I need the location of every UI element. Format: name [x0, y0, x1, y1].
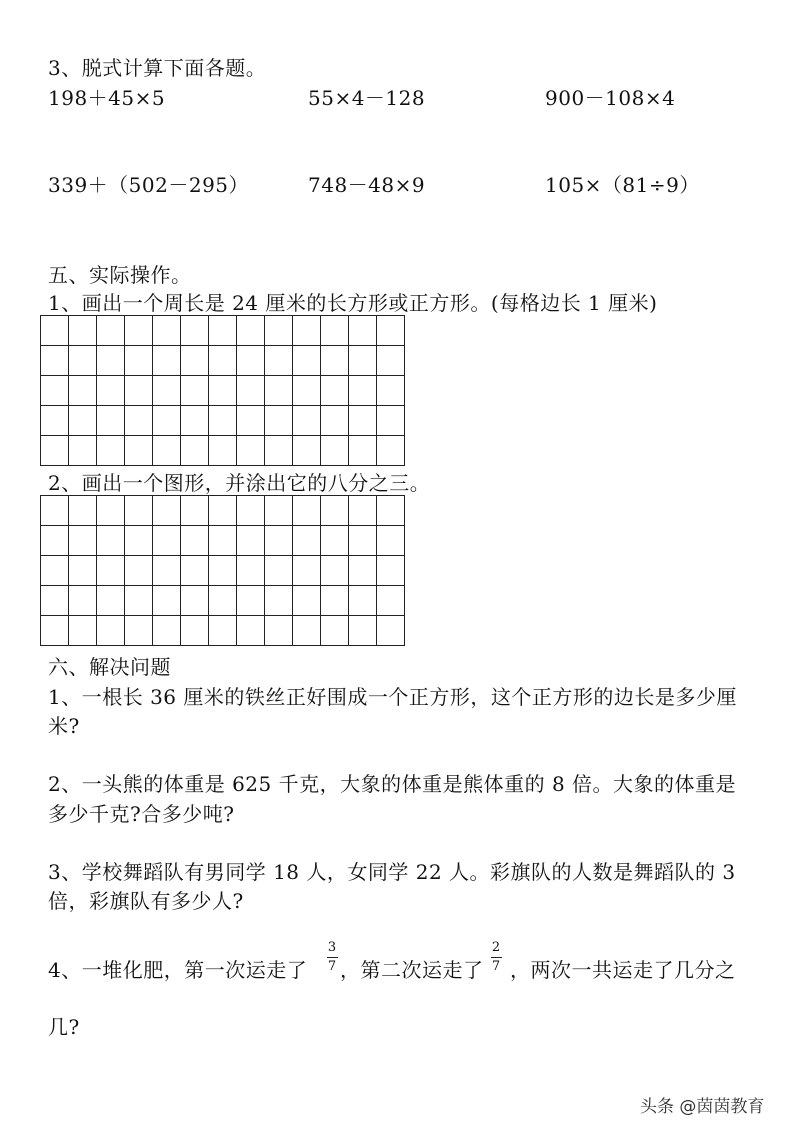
grid-cell[interactable] — [237, 376, 265, 406]
grid-cell[interactable] — [41, 346, 69, 376]
grid-cell[interactable] — [41, 406, 69, 436]
grid-cell[interactable] — [377, 586, 405, 616]
grid-cell[interactable] — [181, 586, 209, 616]
grid-cell[interactable] — [349, 346, 377, 376]
grid-cell[interactable] — [349, 586, 377, 616]
grid-cell[interactable] — [181, 616, 209, 646]
grid-cell[interactable] — [97, 526, 125, 556]
grid-cell[interactable] — [209, 496, 237, 526]
grid-cell[interactable] — [181, 406, 209, 436]
grid-cell[interactable] — [293, 376, 321, 406]
grid-cell[interactable] — [209, 586, 237, 616]
grid-cell[interactable] — [293, 436, 321, 466]
grid-cell[interactable] — [69, 526, 97, 556]
grid-cell[interactable] — [153, 436, 181, 466]
grid-cell[interactable] — [181, 556, 209, 586]
grid-cell[interactable] — [209, 616, 237, 646]
grid-cell[interactable] — [69, 616, 97, 646]
section6-heading: 六、解决问题 — [48, 655, 171, 679]
grid-cell[interactable] — [321, 526, 349, 556]
section6-question-4-part3: ，两次一共运走了几分之 — [510, 958, 736, 982]
grid-cell[interactable] — [125, 616, 153, 646]
grid-cell[interactable] — [293, 526, 321, 556]
fraction-numerator: 2 — [491, 940, 501, 955]
grid-cell[interactable] — [97, 496, 125, 526]
grid-cell[interactable] — [293, 316, 321, 346]
grid-cell[interactable] — [125, 376, 153, 406]
grid-cell[interactable] — [377, 556, 405, 586]
section6-question-1-line1: 1、一根长 36 厘米的铁丝正好围成一个正方形，这个正方形的边长是多少厘 — [48, 685, 737, 709]
grid-cell[interactable] — [377, 316, 405, 346]
grid-cell[interactable] — [41, 586, 69, 616]
grid-cell[interactable] — [349, 406, 377, 436]
grid-cell[interactable] — [69, 436, 97, 466]
grid-cell[interactable] — [321, 436, 349, 466]
grid-cell[interactable] — [237, 526, 265, 556]
section3-heading: 3、脱式计算下面各题。 — [48, 56, 267, 80]
grid-cell[interactable] — [97, 376, 125, 406]
grid-cell[interactable] — [237, 586, 265, 616]
section6-question-2-line1: 2、一头熊的体重是 625 千克，大象的体重是熊体重的 8 倍。大象的体重是 — [48, 772, 737, 796]
grid-cell[interactable] — [209, 316, 237, 346]
grid-cell[interactable] — [293, 346, 321, 376]
grid-cell[interactable] — [237, 316, 265, 346]
grid-cell[interactable] — [321, 406, 349, 436]
grid-cell[interactable] — [41, 436, 69, 466]
problem-2: 55×4－128 — [308, 86, 426, 110]
section6-question-3-line1: 3、学校舞蹈队有男同学 18 人，女同学 22 人。彩旗队的人数是舞蹈队的 3 — [48, 860, 736, 884]
grid-cell[interactable] — [237, 556, 265, 586]
grid-cell[interactable] — [97, 556, 125, 586]
grid-cell[interactable] — [69, 496, 97, 526]
grid-cell[interactable] — [237, 496, 265, 526]
grid-cell[interactable] — [125, 496, 153, 526]
grid-cell[interactable] — [349, 436, 377, 466]
section6-question-4-line2: 几? — [48, 1015, 80, 1039]
grid-cell[interactable] — [265, 316, 293, 346]
grid-cell[interactable] — [321, 616, 349, 646]
grid-cell[interactable] — [349, 556, 377, 586]
grid-cell[interactable] — [181, 436, 209, 466]
fraction-two-sevenths — [490, 941, 502, 974]
grid-cell[interactable] — [377, 496, 405, 526]
section6-question-4-part1: 4、一堆化肥，第一次运走了 — [48, 958, 308, 982]
grid-cell[interactable] — [321, 316, 349, 346]
grid-cell[interactable] — [153, 556, 181, 586]
grid-cell[interactable] — [153, 316, 181, 346]
grid-cell[interactable] — [377, 616, 405, 646]
grid-cell[interactable] — [349, 526, 377, 556]
grid-cell[interactable] — [153, 526, 181, 556]
grid-cell[interactable] — [153, 406, 181, 436]
grid-cell[interactable] — [293, 586, 321, 616]
grid-cell[interactable] — [265, 436, 293, 466]
grid-cell[interactable] — [237, 616, 265, 646]
grid-cell[interactable] — [377, 436, 405, 466]
grid-cell[interactable] — [153, 586, 181, 616]
grid-cell[interactable] — [209, 376, 237, 406]
grid-cell[interactable] — [349, 376, 377, 406]
grid-cell[interactable] — [41, 316, 69, 346]
grid-cell[interactable] — [41, 376, 69, 406]
fraction-three-sevenths — [326, 941, 338, 974]
fraction-bar — [491, 957, 502, 958]
grid-cell[interactable] — [153, 376, 181, 406]
grid-cell[interactable] — [265, 406, 293, 436]
section5-question-1: 1、画出一个周长是 24 厘米的长方形或正方形。(每格边长 1 厘米) — [48, 291, 658, 315]
grid-cell[interactable] — [265, 526, 293, 556]
grid-cell[interactable] — [321, 346, 349, 376]
grid-cell[interactable] — [181, 316, 209, 346]
grid-cell[interactable] — [293, 406, 321, 436]
section6-question-4-part2: ，第二次运走了 — [340, 958, 484, 982]
grid-cell[interactable] — [265, 496, 293, 526]
grid-cell[interactable] — [125, 316, 153, 346]
grid-cell[interactable] — [125, 586, 153, 616]
grid-cell[interactable] — [69, 586, 97, 616]
grid-cell[interactable] — [265, 556, 293, 586]
grid-cell[interactable] — [293, 556, 321, 586]
grid-cell[interactable] — [237, 406, 265, 436]
watermark: 头条 @茵茵教育 — [640, 1097, 765, 1117]
grid-cell[interactable] — [293, 496, 321, 526]
grid-cell[interactable] — [293, 616, 321, 646]
grid-cell[interactable] — [377, 346, 405, 376]
problem-4: 339＋（502－295） — [48, 173, 250, 197]
grid-cell[interactable] — [321, 496, 349, 526]
grid-cell[interactable] — [97, 616, 125, 646]
grid-cell[interactable] — [69, 556, 97, 586]
grid-cell[interactable] — [41, 496, 69, 526]
grid-cell[interactable] — [125, 526, 153, 556]
section5-heading: 五、实际操作。 — [48, 263, 192, 287]
grid-cell[interactable] — [377, 526, 405, 556]
problem-3: 900－108×4 — [545, 86, 676, 110]
grid-cell[interactable] — [153, 496, 181, 526]
grid-cell[interactable] — [209, 406, 237, 436]
grid-cell[interactable] — [125, 406, 153, 436]
grid-cell[interactable] — [349, 616, 377, 646]
section6-question-2-line2: 多少千克?合多少吨? — [48, 802, 235, 826]
fraction-denominator: 7 — [327, 959, 337, 974]
grid-cell[interactable] — [321, 376, 349, 406]
grid-cell[interactable] — [181, 496, 209, 526]
fraction-numerator: 3 — [327, 940, 337, 955]
grid-cell[interactable] — [97, 586, 125, 616]
grid-cell[interactable] — [209, 526, 237, 556]
grid-cell[interactable] — [97, 406, 125, 436]
grid-cell[interactable] — [69, 316, 97, 346]
grid-cell[interactable] — [97, 346, 125, 376]
grid-cell[interactable] — [377, 376, 405, 406]
grid-cell[interactable] — [41, 556, 69, 586]
grid-cell[interactable] — [41, 616, 69, 646]
grid-cell[interactable] — [153, 346, 181, 376]
grid-cell[interactable] — [125, 346, 153, 376]
grid-cell[interactable] — [265, 346, 293, 376]
grid-cell[interactable] — [265, 376, 293, 406]
grid-cell[interactable] — [377, 406, 405, 436]
grid-cell[interactable] — [153, 616, 181, 646]
grid-cell[interactable] — [209, 556, 237, 586]
grid-cell[interactable] — [349, 496, 377, 526]
grid-cell[interactable] — [181, 346, 209, 376]
grid-cell[interactable] — [349, 316, 377, 346]
grid-cell[interactable] — [321, 556, 349, 586]
grid-cell[interactable] — [209, 436, 237, 466]
grid-cell[interactable] — [41, 526, 69, 556]
section5-question-2: 2、画出一个图形，并涂出它的八分之三。 — [48, 471, 431, 495]
grid-cell[interactable] — [69, 346, 97, 376]
grid-cell[interactable] — [181, 376, 209, 406]
problem-6: 105×（81÷9） — [545, 173, 700, 197]
grid-cell[interactable] — [265, 586, 293, 616]
grid-cell[interactable] — [321, 586, 349, 616]
grid-cell[interactable] — [69, 376, 97, 406]
fraction-bar — [327, 957, 338, 958]
section6-question-3-line2: 倍，彩旗队有多少人? — [48, 889, 244, 913]
section6-question-1-line2: 米? — [48, 714, 80, 738]
fraction-denominator: 7 — [491, 959, 501, 974]
grid-cell[interactable] — [209, 346, 237, 376]
problem-5: 748－48×9 — [308, 173, 426, 197]
grid-cell[interactable] — [237, 346, 265, 376]
drawing-grid-2[interactable] — [40, 495, 405, 646]
problem-1: 198＋45×5 — [48, 86, 166, 110]
grid-cell[interactable] — [265, 616, 293, 646]
grid-cell[interactable] — [125, 436, 153, 466]
grid-cell[interactable] — [125, 556, 153, 586]
grid-cell[interactable] — [69, 406, 97, 436]
grid-cell[interactable] — [97, 436, 125, 466]
drawing-grid-1[interactable] — [40, 315, 405, 466]
grid-cell[interactable] — [237, 436, 265, 466]
grid-cell[interactable] — [181, 526, 209, 556]
grid-cell[interactable] — [97, 316, 125, 346]
